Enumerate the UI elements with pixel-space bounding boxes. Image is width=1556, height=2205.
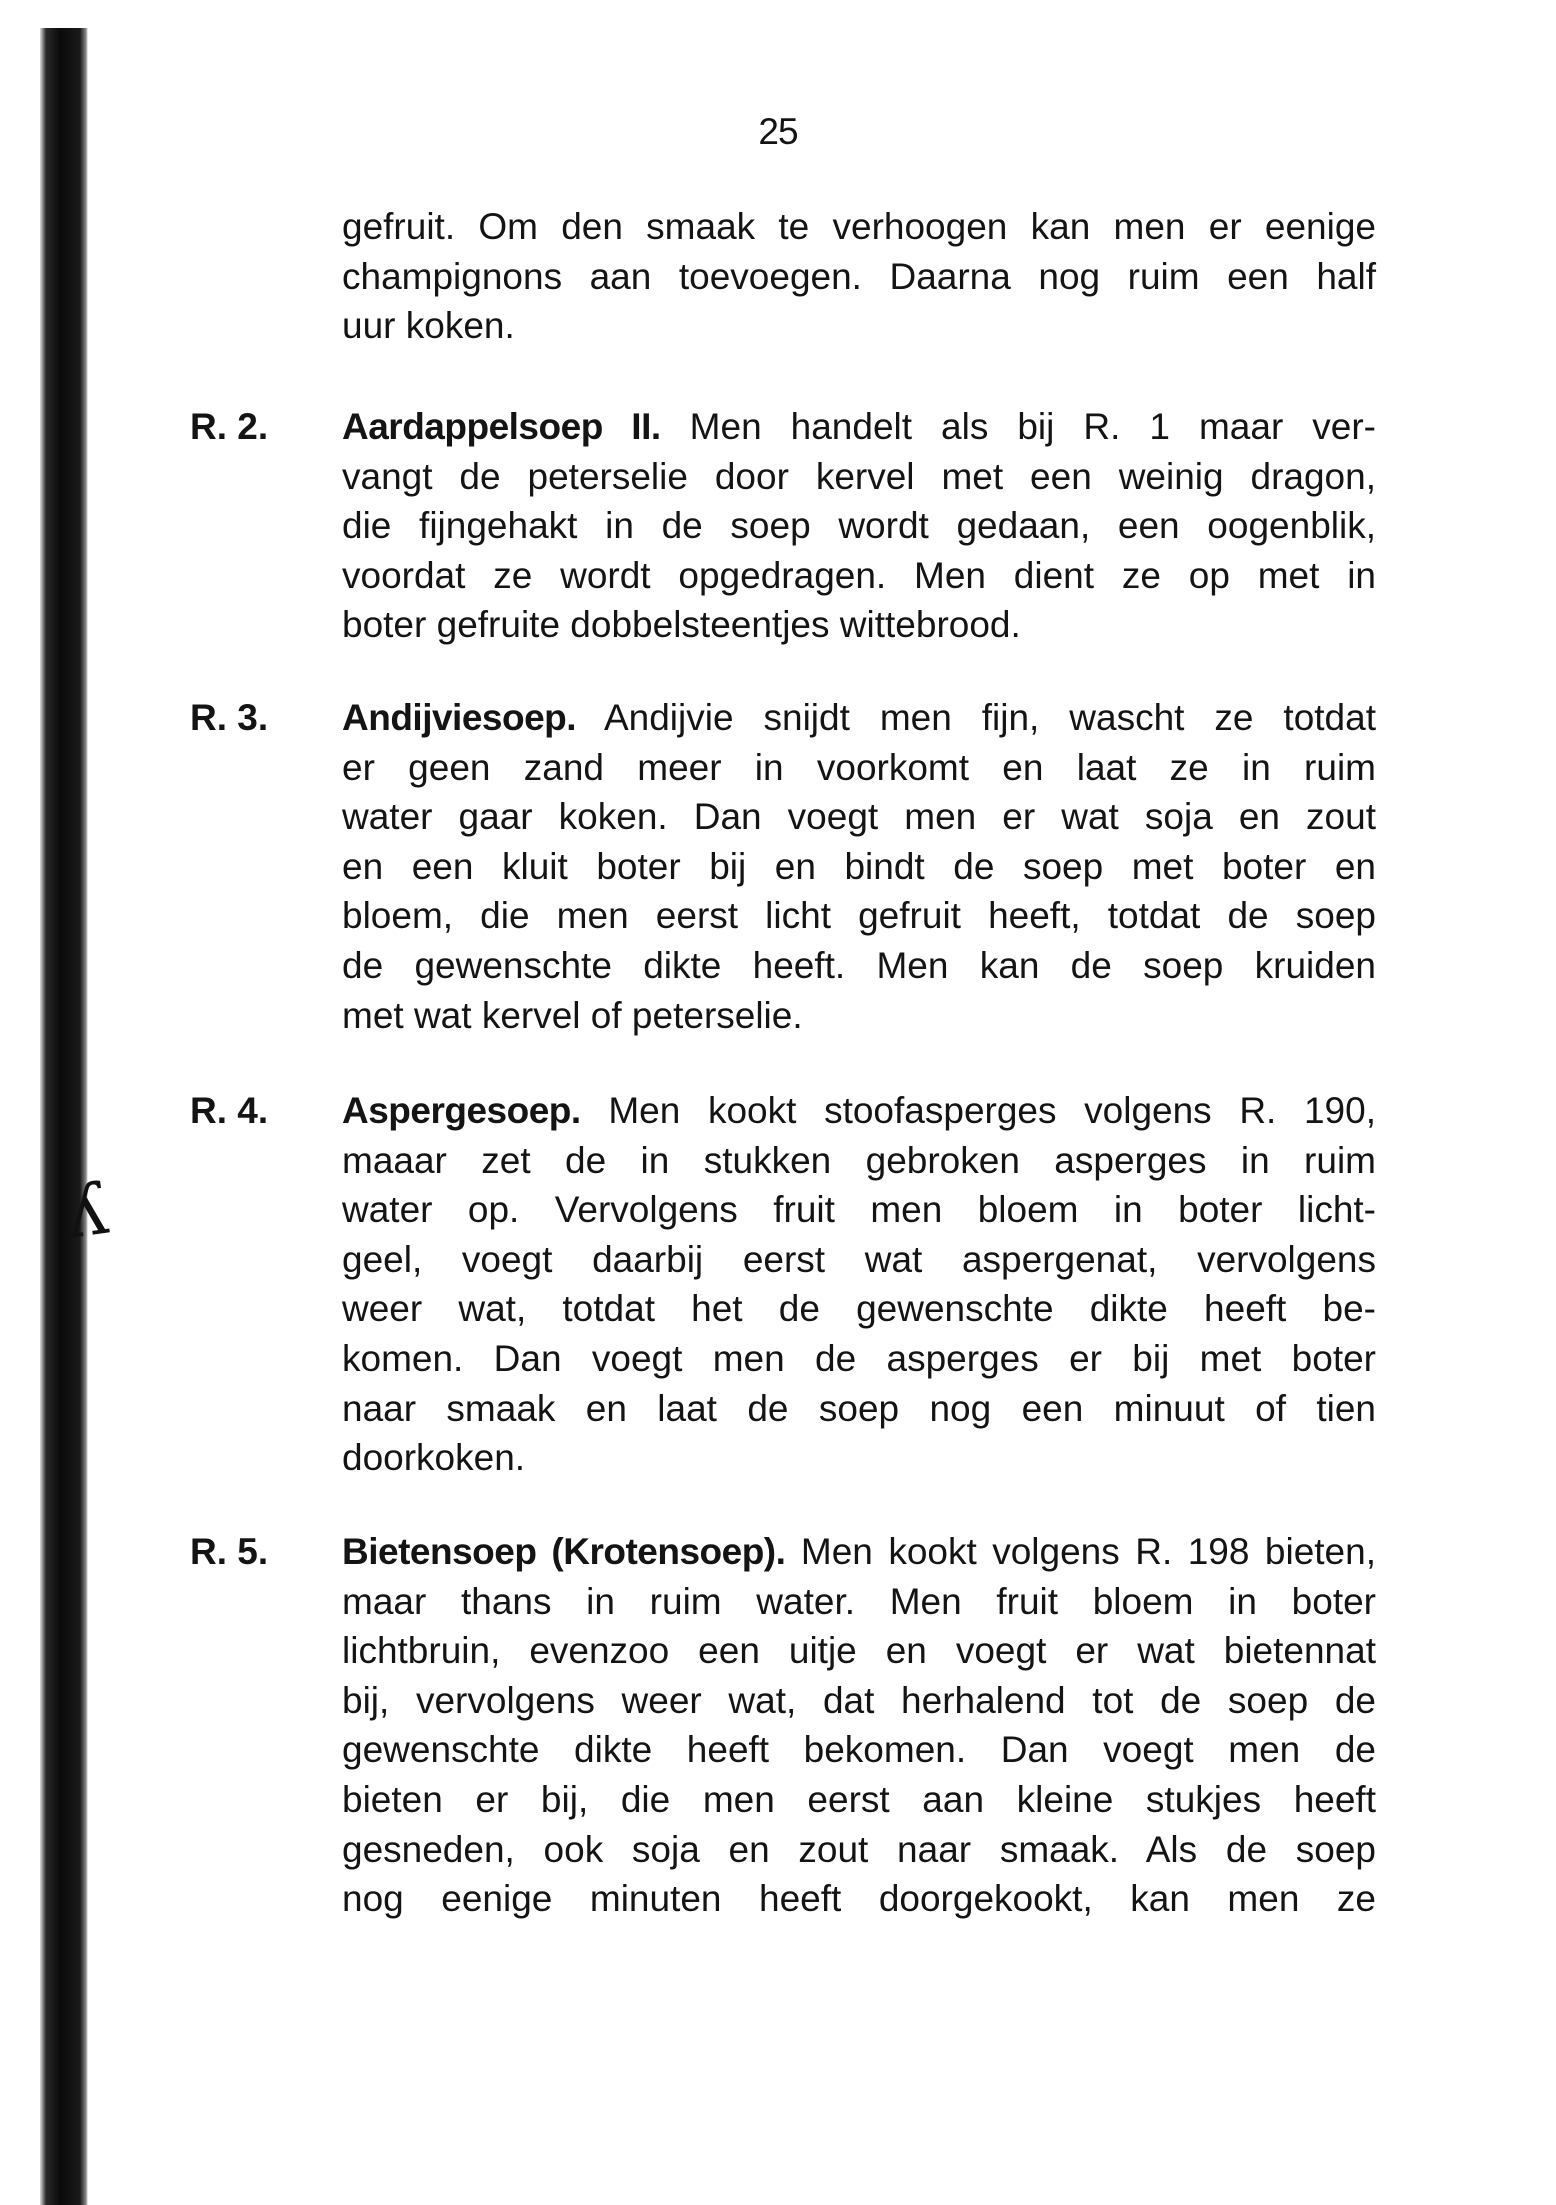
recipe-line: geel, voegt daarbij eerst wat aspergenat, vervolgens <box>342 1238 1376 1280</box>
recipe-line: vangt de peterselie door kervel met een weinig dragon, <box>342 455 1376 497</box>
recipe-line: Men handelt als bij R. 1 maar ver- <box>660 406 1377 447</box>
recipe-r5 <box>190 1527 1376 1924</box>
recipe-line: boter gefruite dobbelsteentjes wittebrood. <box>342 604 1021 646</box>
recipe-line: Men kookt volgens R. 198 bieten, <box>785 1531 1376 1572</box>
recipe-label: R. 3. <box>190 697 269 738</box>
recipe-title: Aardappelsoep II. <box>342 406 661 447</box>
recipe-line: die fijngehakt in de soep wordt gedaan, een oogenblik, <box>342 505 1376 547</box>
recipe-r4 <box>190 1086 1376 1483</box>
recipe-line: maar thans in ruim water. Men fruit bloem in boter <box>342 1580 1376 1622</box>
recipe-line: bij, vervolgens weer wat, dat herhalend tot de soep de <box>342 1679 1376 1721</box>
recipe-line: water gaar koken. Dan voegt men er wat soja en zout <box>342 796 1376 838</box>
recipe-line: en een kluit boter bij en bindt de soep met boter en <box>342 845 1376 887</box>
recipe-line: komen. Dan voegt men de asperges er bij met boter <box>342 1337 1376 1379</box>
recipe-line: nog eenige minuten heeft doorgekookt, kan men ze <box>342 1878 1376 1920</box>
recipe-first-line <box>342 1086 1376 1136</box>
recipe-line: maaar zet de in stukken gebroken asperges in ruim <box>342 1139 1376 1181</box>
recipe-line: weer wat, totdat het de gewenschte dikte heeft be- <box>342 1288 1376 1330</box>
recipe-first-line <box>342 693 1376 743</box>
recipe-line: gesneden, ook soja en zout naar smaak. Als de soep <box>342 1828 1376 1870</box>
page-binding-edge <box>40 28 88 2205</box>
recipe-line: water op. Vervolgens fruit men bloem in boter licht- <box>342 1189 1376 1231</box>
intro-line: gefruit. Om den smaak te verhoogen kan men er eenige <box>342 206 1376 247</box>
recipe-line: de gewenschte dikte heeft. Men kan de soep kruiden <box>342 944 1376 986</box>
recipe-r2 <box>190 402 1376 650</box>
recipe-line: naar smaak en laat de soep nog een minuut of tien <box>342 1387 1376 1429</box>
intro-paragraph <box>190 202 1376 351</box>
recipe-first-line <box>342 402 1376 452</box>
recipe-title: Andijviesoep. <box>342 697 577 738</box>
intro-line: uur koken. <box>342 305 515 347</box>
margin-ink-mark: ʎ <box>60 1165 113 1255</box>
recipe-line: gewenschte dikte heeft bekomen. Dan voegt men de <box>342 1729 1376 1771</box>
page-number: 25 <box>758 111 798 152</box>
intro-line: champignons aan toevoegen. Daarna nog ruim een half <box>342 255 1376 297</box>
recipe-label: R. 2. <box>190 406 269 447</box>
recipe-label: R. 4. <box>190 1090 269 1131</box>
recipe-title: Bietensoep (Krotensoep). <box>342 1531 786 1572</box>
recipe-label: R. 5. <box>190 1531 269 1572</box>
recipe-line: doorkoken. <box>342 1437 526 1479</box>
recipe-line: bieten er bij, die men eerst aan kleine stukjes heeft <box>342 1778 1376 1820</box>
recipe-first-line <box>342 1527 1376 1577</box>
recipe-line: voordat ze wordt opgedragen. Men dient ze op met in <box>342 554 1376 596</box>
recipe-line: met wat kervel of peterselie. <box>342 994 803 1036</box>
recipe-line: Andijvie snijdt men fijn, wascht ze totdat <box>576 697 1376 738</box>
recipe-line: Men kookt stoofasperges volgens R. 190, <box>580 1090 1376 1131</box>
recipe-line: bloem, die men eerst licht gefruit heeft, totdat de soep <box>342 895 1376 937</box>
recipe-r3 <box>190 693 1376 1040</box>
recipe-title: Aspergesoep. <box>342 1090 581 1131</box>
recipe-line: er geen zand meer in voorkomt en laat ze in ruim <box>342 746 1376 788</box>
recipe-line: lichtbruin, evenzoo een uitje en voegt er wat bietennat <box>342 1630 1376 1672</box>
